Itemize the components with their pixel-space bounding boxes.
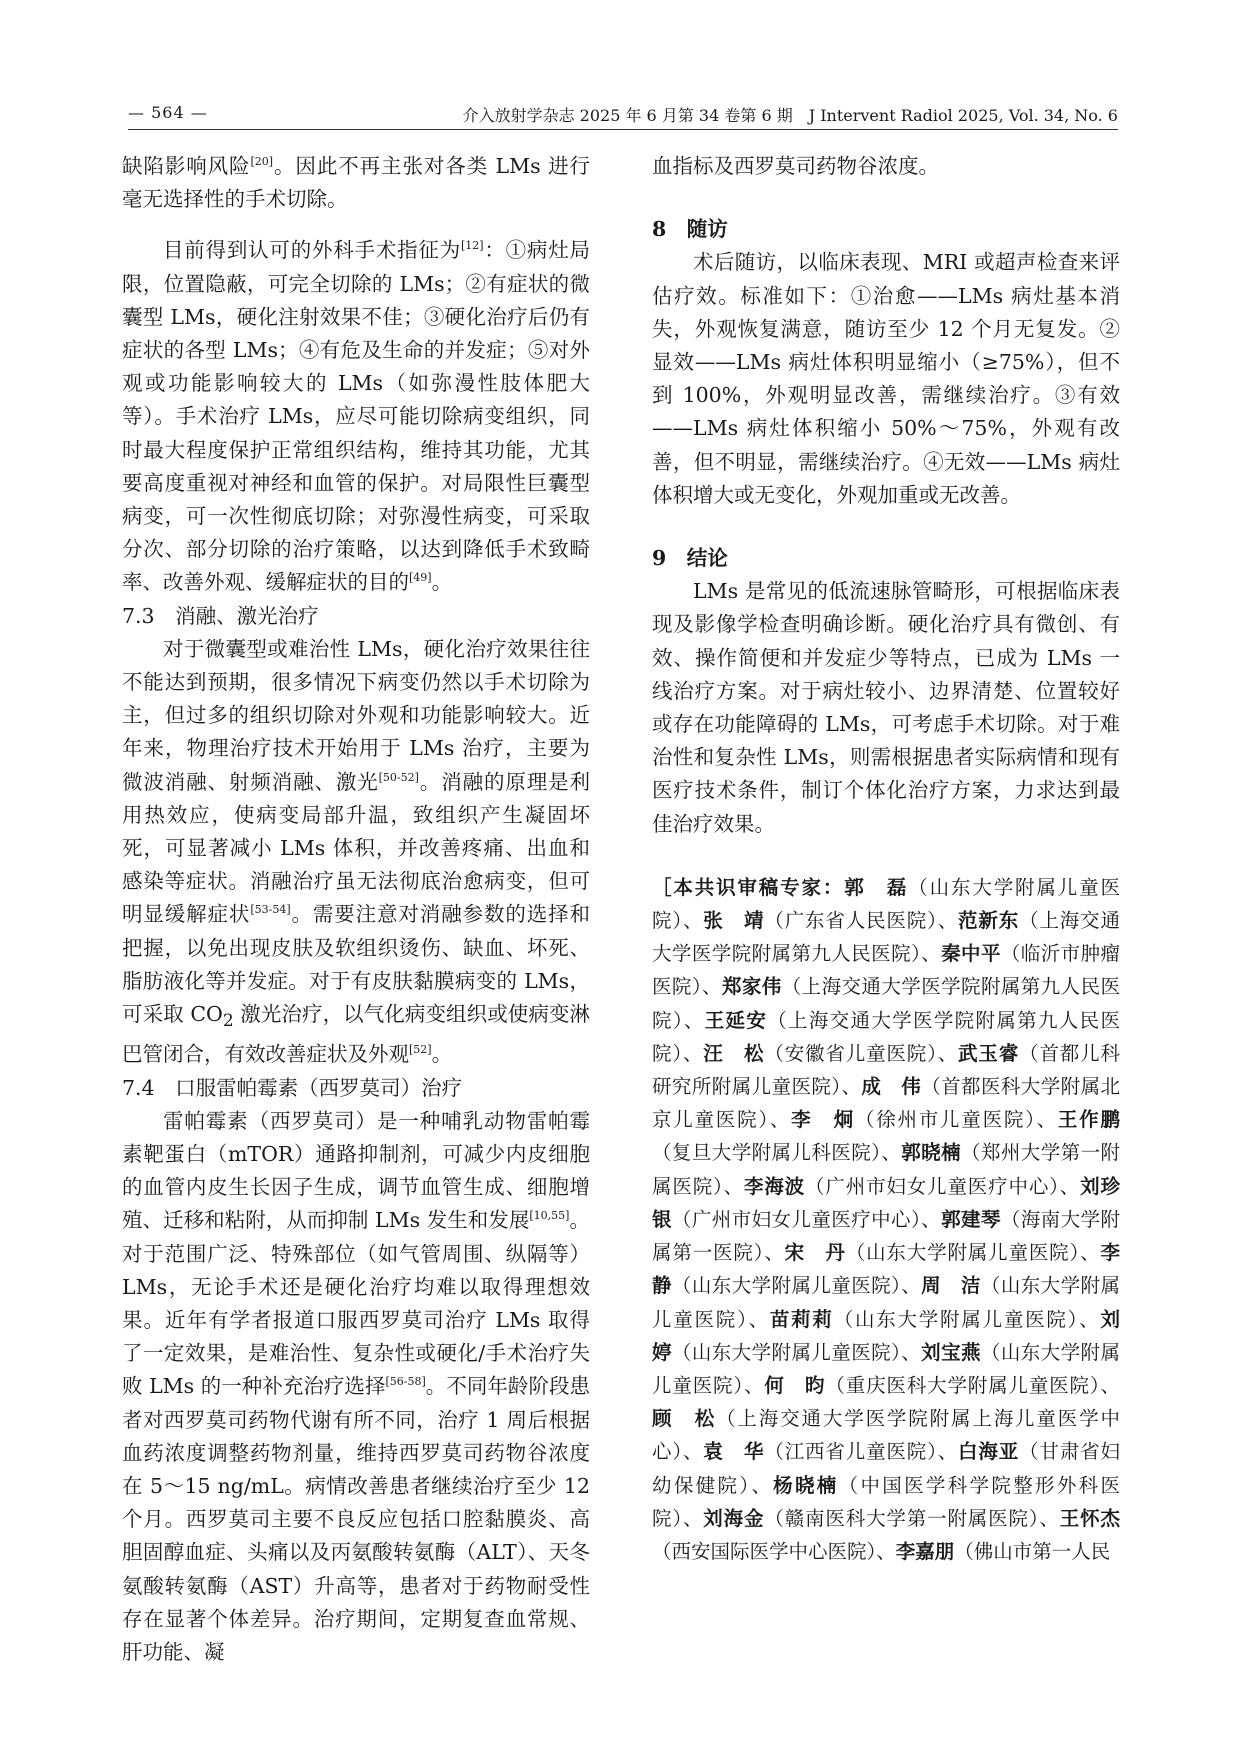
- reviewer-name: 刘珍银: [652, 1174, 1120, 1231]
- reviewer-affiliation: （上海交通大学医学院附属上海儿童医学中心）、: [652, 1407, 1120, 1464]
- reviewer-name: 周 洁: [921, 1274, 981, 1298]
- reference[interactable]: [53-54]: [250, 903, 291, 917]
- reviewer-affiliation: （山东大学附属儿童医院）、: [652, 875, 1120, 933]
- reviewer-affiliation: （佛山市第一人民: [954, 1539, 1111, 1563]
- reviewer-name: 刘 婷: [652, 1307, 1140, 1364]
- reviewer-affiliation: （安徽省儿童医院）、: [764, 1041, 959, 1065]
- reference[interactable]: [52]: [409, 1043, 432, 1057]
- reference[interactable]: [56-58]: [385, 1375, 426, 1389]
- reviewer-name: 王作鹏: [1057, 1108, 1120, 1132]
- reviewer-name: 秦中平: [941, 942, 1001, 966]
- reviewer-list: [652, 871, 1140, 1568]
- paragraph: 术后随访，以临床表现、MRI 或超声检查来评估疗效。标准如下：①治愈——LMs 病灶基本消失，外观恢复满意，随访至少 12 个月无复发。②显效——LMs 病灶体积明显缩小（≥75%），但不到 100%，外观明显改善，需继续治疗。③有效——LMs 病灶体积缩小 50%～75%，外观有改善，但不明显，需继续治疗。④无效——LMs 病灶体积增大或无变化，外观加重或无改善。: [652, 250, 1120, 507]
- reviewer-name: 范新东: [958, 909, 1020, 933]
- paragraph: LMs 是常见的低流速脉管畸形，可根据临床表现及影像学检查明确诊断。硬化治疗具有微创、有效、操作简便和并发症少等特点，已成为 LMs 一线治疗方案。对于病灶较小、边界清楚、位置较好或存在功能障碍的 LMs，可考虑手术切除。对于难治性和复杂性 LMs，则需根据患者实际病情和现有医疗技术条件，制订个体化治疗方案，力求达到最佳治疗效果。: [652, 579, 1120, 836]
- reviewer-name: 李 炯: [791, 1108, 855, 1132]
- paragraph: 雷帕霉素（西罗莫司）是一种哺乳动物雷帕霉素靶蛋白（mTOR）通路抑制剂，可减少内皮细胞的血管内皮生长因子生成，调节血管生成、细胞增殖、迁移和粘附，从而抑制 LMs 发生和发展[10,55]。对于范围广泛、特殊部位（如气管周围、纵隔等）LMs，无论手术还是硬化治疗均难以取得理想效果。近年有学者报道口服西罗莫司治疗 LMs 取得了一定效果，是难治性、复杂性或硬化/手术治疗失败 LMs 的一种补充治疗选择[56-58]。不同年龄阶段患者对西罗莫司药物代谢有所不同，治疗 1 周后根据血药浓度调整药物剂量，维持西罗莫司药物谷浓度在 5～15 ng/mL。病情改善患者继续治疗至少 12 个月。西罗莫司主要不良反应包括口腔黏膜炎、高胆固醇血症、头痛以及丙氨酸转氨酶（ALT）、天冬氨酸转氨酶（AST）升高等，患者对于药物耐受性存在显著个体差异。治疗期间，定期复查血常规、肝功能、凝: [122, 1108, 591, 1665]
- reviewer-affiliation: （重庆医科大学附属儿童医院）、: [825, 1373, 1120, 1397]
- reviewer-name: 何 昀: [764, 1373, 826, 1397]
- reviewer-name: 成 伟: [861, 1075, 922, 1099]
- reviewer-affiliation: （西安国际医学中心医院）、: [652, 1539, 896, 1563]
- reviewer-label: ［本共识审稿专家：: [652, 875, 845, 899]
- paragraph: 缺陷影响风险[20]。因此不再主张对各类 LMs 进行毫无选择性的手术切除。: [122, 154, 591, 212]
- left-column: [122, 150, 590, 1669]
- reviewer-name: 顾 松: [652, 1407, 717, 1431]
- reviewer-affiliation: （山东大学附属儿童医院）、: [652, 1274, 1120, 1331]
- reviewer-name: 李海波: [743, 1174, 806, 1198]
- reviewer-affiliation: （山东大学附属儿童医院）、: [671, 1274, 922, 1298]
- reviewer-affiliation: （首都医科大学附属北京儿童医院）、: [652, 1075, 1120, 1132]
- paragraph: 对于微囊型或难治性 LMs，硬化治疗效果往往不能达到预期，很多情况下病变仍然以手术切除为主，但过多的组织切除对外观和功能影响较大。近年来，物理治疗技术开始用于 LMs 治疗，主要为微波消融、射频消融、激光[50-52]。消融的原理是利用热效应，使病变局部升温，致组织产生凝固坏死，可显著减小 LMs 体积，并改善疼痛、出血和感染等症状。消融治疗虽无法彻底治愈病变，但可明显缓解症状[53-54]。需要注意对消融参数的选择和把握，以免出现皮肤及软组织烫伤、缺血、坏死、脂肪液化等并发症。对于有皮肤黏膜病变的 LMs，可采取 $CO_2$ 激光治疗，以气化病变组织或使病变淋巴管闭合，有效改善症状及外观[52]。: [122, 636, 591, 1067]
- reviewer-name: 李嘉朋: [895, 1539, 955, 1563]
- section-heading: 9 结论: [652, 546, 728, 571]
- reference[interactable]: [10,55]: [529, 1209, 570, 1223]
- reviewer-name: 苗莉莉: [769, 1307, 834, 1331]
- reviewer-affiliation: （山东大学附属儿童医院）、: [671, 1340, 922, 1364]
- reviewer-name: 杨晓楠: [773, 1473, 839, 1497]
- reviewer-affiliation: （广州市妇女儿童医疗中心）、: [805, 1174, 1081, 1198]
- reviewer-affiliation: （中国医学科学院整形外科医院）、: [652, 1473, 1120, 1530]
- reviewer-name: 李 静: [652, 1241, 1140, 1298]
- reviewer-name: 袁 华: [703, 1440, 765, 1464]
- section-heading: 8 随访: [652, 217, 728, 242]
- page-number: — 564 —: [128, 103, 208, 122]
- reviewer-name: 张 靖: [703, 909, 765, 933]
- reviewer-affiliation: （上海交通大学医学院附属第九人民医院）、: [652, 1008, 1120, 1065]
- reviewer-affiliation: （广州市妇女儿童医疗中心）、: [671, 1207, 942, 1231]
- reviewer-affiliation: （山东大学附属儿童医院）、: [845, 1241, 1101, 1265]
- reviewer-affiliation: （赣南医科大学第一附属医院）、: [764, 1506, 1060, 1530]
- reviewer-name: 王怀杰: [1059, 1506, 1120, 1530]
- reviewer-affiliation: （广东省人民医院）、: [764, 909, 959, 933]
- reviewer-name: 郭建琴: [941, 1207, 1001, 1231]
- reviewer-affiliation: （上海交通大学医学院附属第九人民医院）、: [652, 909, 1120, 966]
- subsection-heading: 7.3 消融、激光治疗: [122, 603, 319, 628]
- reviewer-affiliation: （海南大学附属第一医院）、: [652, 1207, 1120, 1265]
- reference[interactable]: [49]: [409, 571, 432, 585]
- reviewer-affiliation: （江西省儿童医院）、: [764, 1440, 959, 1464]
- right-column: [652, 150, 1140, 1568]
- journal-citation: 介入放射学杂志 2025 年 6 月第 34 卷第 6 期 J Intervent Radiol 2025, Vol. 34, No. 6: [462, 106, 1118, 125]
- reviewer-name: 郭晓楠: [901, 1141, 962, 1165]
- reviewer-affiliation: （临沂市肿瘤医院）、: [652, 942, 1120, 999]
- reviewer-name: 刘海金: [703, 1506, 765, 1530]
- reference[interactable]: [50-52]: [378, 770, 419, 784]
- reviewer-name: 白海亚: [958, 1440, 1020, 1464]
- reviewer-affiliation: （郑州大学第一附属医院）、: [652, 1141, 1120, 1198]
- reviewer-name: 汪 松: [703, 1041, 765, 1065]
- reviewer-name: 武玉睿: [958, 1041, 1020, 1065]
- reviewer-name: 王延安: [704, 1008, 768, 1032]
- running-header: [128, 103, 1118, 130]
- paragraph: 血指标及西罗莫司药物谷浓度。: [652, 154, 939, 178]
- reviewer-name: 宋 丹: [784, 1241, 846, 1265]
- reviewer-affiliation: （山东大学附属儿童医院）、: [652, 1340, 1120, 1397]
- reviewer-affiliation: （山东大学附属儿童医院）、: [833, 1307, 1101, 1331]
- reviewer-name: 郭 磊: [844, 875, 909, 899]
- reference[interactable]: [20]: [250, 155, 274, 169]
- reviewer-affiliation: （上海交通大学医学院附属第九人民医院）、: [652, 975, 1120, 1032]
- reviewer-name: 郑家伟: [721, 975, 782, 999]
- reference[interactable]: [12]: [460, 239, 484, 253]
- reviewer-affiliation: （复旦大学附属儿科医院）、: [652, 1141, 902, 1165]
- reviewer-name: 刘宝燕: [921, 1340, 981, 1364]
- paragraph: 目前得到认可的外科手术指征为[12]：①病灶局限，位置隐蔽，可完全切除的 LMs；②有症状的微囊型 LMs，硬化注射效果不佳；③硬化治疗后仍有症状的各型 LMs；④有危及生命的并发症；⑤对外观或功能影响较大的 LMs（如弥漫性肢体肥大等）。手术治疗 LMs，应尽可能切除病变组织，同时最大程度保护正常组织结构，维持其功能，尤其要高度重视对神经和血管的保护。对局限性巨囊型病变，可一次性彻底切除；对弥漫性病变，可采取分次、部分切除的治疗策略，以达到降低手术致畸率、改善外观、缓解症状的目的[49]。: [122, 238, 591, 595]
- reviewer-affiliation: （徐州市儿童医院）、: [854, 1108, 1058, 1132]
- reviewer-affiliation: （首都儿科研究所附属儿童医院）、: [652, 1041, 1120, 1099]
- reviewer-affiliation: （甘肃省妇幼保健院）、: [652, 1440, 1120, 1497]
- subsection-heading: 7.4 口服雷帕霉素（西罗莫司）治疗: [122, 1075, 463, 1100]
